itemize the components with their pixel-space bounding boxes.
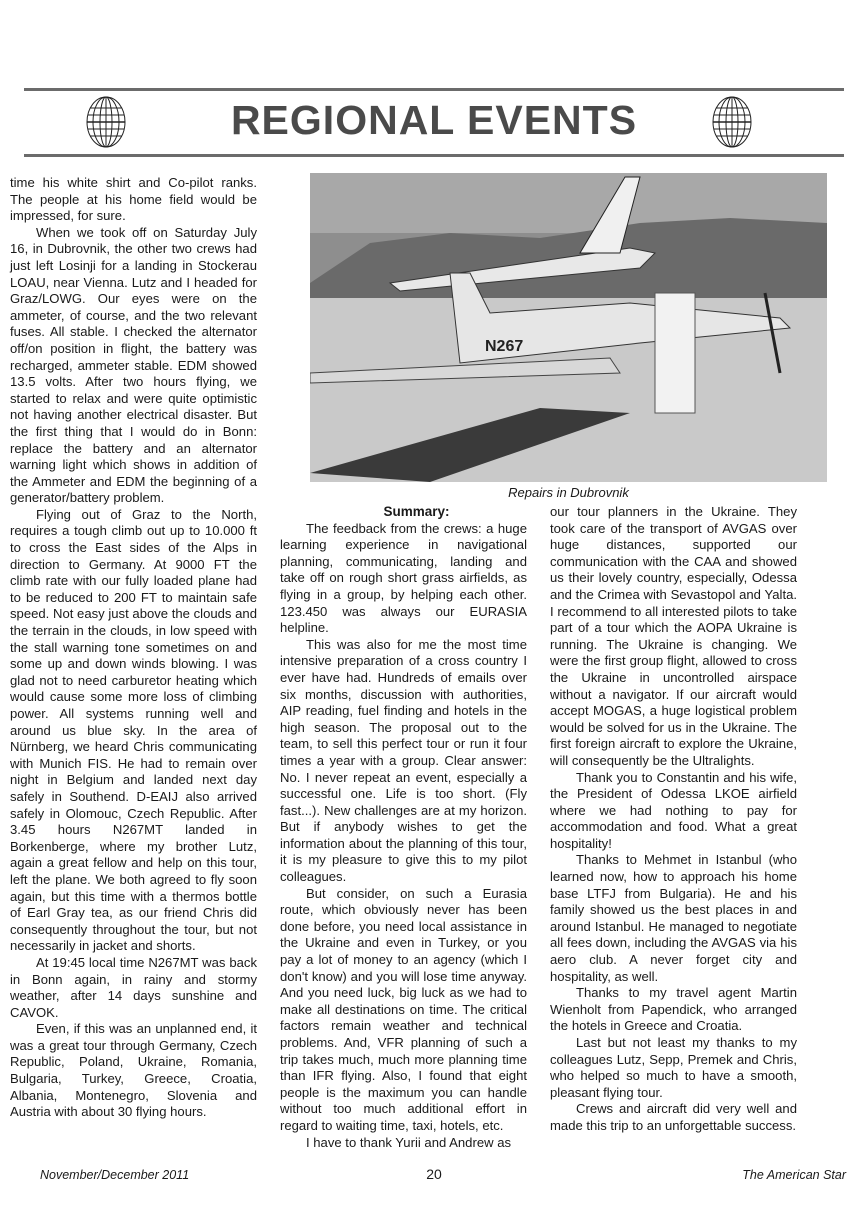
- article-column-1: [10, 175, 257, 1121]
- section-header: [24, 88, 844, 158]
- globe-icon: [712, 96, 752, 148]
- paragraph: Even, if this was an unplanned end, it was a great tour through Germany, Czech Republic, Poland, Ukraine, Romania, Bulgaria, Turkey, Greece, Croatia, Albania, Montenegro, Slovenia and Austria with about 30 flying hours.: [10, 1021, 257, 1120]
- summary-heading: Summary:: [383, 504, 450, 519]
- paragraph: time his white shirt and Co-pilot ranks. The people at his home field would be impressed, for sure.: [10, 175, 257, 224]
- paragraph: I have to thank Yurii and Andrew as: [306, 1134, 512, 1150]
- paragraph: Thanks to my travel agent Martin Wienholt from Papendick, who arranged the hotels in Greece and Croatia.: [550, 985, 797, 1034]
- paragraph: Flying out of Graz to the North, requires a tough climb out up to 10.000 ft to cross the East sides of the Alps in direction to Germany. At 9000 FT the climb rate with our fully loaded plane had to be reduced to 200 FT to maintain safe speed. Not easy just above the clouds and the terrain in the clouds, in low speed with the stall warning tone sometimes on and some up and down winds blowing. I was glad not to need carburetor heating which would cause some more loss of climbing power. All systems running well and around us blue sky. In the area of Nürnberg, we heard Chris communicating with Munich FIS. He had to remain over night in Belgium and landed next day safely in Southend. D-EAIJ also arrived safely in Olomouc, Czech Republic. After 3.45 hours N267MT landed in Borkenberge, where my brother Lutz, again a great fellow and help on this tour, left the plane. We both agreed to fly soon again, but this time with a thermos bottle of Earl Gray tea, as our friend Chris did consequently throughout the tour, but not necessarily in jacket and shorts.: [10, 506, 257, 954]
- footer-page-number: 20: [426, 1166, 442, 1182]
- paragraph: The feedback from the crews: a huge learning experience in navigational planning, communicating, landing and take off on rough short grass airfields, as flying in a group, by helping each other. 123.450 was always our EURASIA helpline.: [280, 520, 527, 636]
- paragraph: This was also for me the most time intensive preparation of a cross country I ever have had. Hundreds of emails over six months, discussion with authorities, AIP reading, fuel finding and hotels in the high season. The proposal out to the team, to sell this perfect tour or run it four times a year with a group. Clear answer: No. I never repeat an event, especially a successful one. Life is too short. (Fly fast...). New challenges are at my horizon. But if anybody wishes to get the information about the planning of this tour, it is my pleasure to give this to my pilot colleagues.: [280, 636, 527, 885]
- photo-repairs-in-dubrovnik: [310, 173, 827, 482]
- article-column-3: [550, 504, 797, 1135]
- paragraph: Thanks to Mehmet in Istanbul (who learned now, how to approach his home base LTFJ from Bulgaria). He and his family showed us the best places in and around Istanbul. He managed to negotiate all fees down, including the AVGAS via his aero club. A never forget city and hospitality, as well.: [550, 852, 797, 984]
- photo-caption: Repairs in Dubrovnik: [508, 485, 629, 500]
- paragraph: But consider, on such a Eurasia route, which obviously never has been done before, you need local assistance in the Ukraine and even in Turkey, or you pay a lot of money to an agency (which I don't know) and you will lose time anyway. And you need luck, big luck as we had to make all destinations on time. The critical factors remain weather and technical problems. And, VFR planning of such a trip takes much, much more planning time than IFR flying. Also, I found that eight people is the maximum you can handle without too much additional effort in regard to waiting time, taxi, hotels, etc.: [280, 885, 527, 1133]
- paragraph: Last but not least my thanks to my colleagues Lutz, Sepp, Premek and Chris, who helped so much to have a smooth, pleasant flying tour.: [550, 1035, 797, 1100]
- svg-text:N267: N267: [485, 338, 524, 355]
- header-bottom-rule: [24, 154, 844, 157]
- paragraph: Crews and aircraft did very well and made this trip to an unforgettable success.: [550, 1101, 797, 1133]
- paragraph: At 19:45 local time N267MT was back in Bonn again, in rainy and stormy weather, after 14 days sunshine and CAVOK.: [10, 954, 257, 1020]
- footer-issue-date: November/December 2011: [40, 1168, 190, 1182]
- paragraph: When we took off on Saturday July 16, in Dubrovnik, the other two crews had just left Losinji for a landing in Stockerau LOAU, near Vienna. Lutz and I headed for Graz/LOWG. Our eyes were on the ammeter, of course, and the two relevant fuses. All stable. I checked the alternator off/on position in flight, the battery was recharged, ammeter stable. EDM showed 13.5 volts. After two hours flying, we started to relax and were quite optimistic not having another electrical disaster. But the first thing that I would do in Bonn: replace the battery and an alternator warning light which shows in addition of the Ammeter and EDM the beginning of a generator/battery problem.: [10, 224, 257, 506]
- paragraph: our tour planners in the Ukraine. They took care of the transport of AVGAS over huge distances, supported our communication with the CAA and showed us their lovely country, especially, Odessa and the Crimea with Sevastopol and Yalta. I recommend to all interested pilots to take part of a tour which the AOPA Ukraine is running. The Ukraine is changing. We were the first group flight, allowed to cross the Ukraine in uncontrolled airspace without a navigator. If our aircraft would accept MOGAS, a huge logistical problem would be solved for us in the Ukraine. The first foreign aircraft to explore the Ukraine, will consequently be the Ultralights.: [550, 504, 797, 768]
- aircraft-photo-illustration: [310, 173, 827, 482]
- paragraph: Thank you to Constantin and his wife, the President of Odessa LKOE airfield where we had nothing to pay for accommodation and food. What a great hospitality!: [550, 769, 797, 851]
- header-top-rule: [24, 88, 844, 91]
- article-column-2: [280, 504, 527, 1151]
- page-title: REGIONAL EVENTS: [230, 97, 638, 143]
- footer-publication-name: The American Star: [742, 1168, 846, 1182]
